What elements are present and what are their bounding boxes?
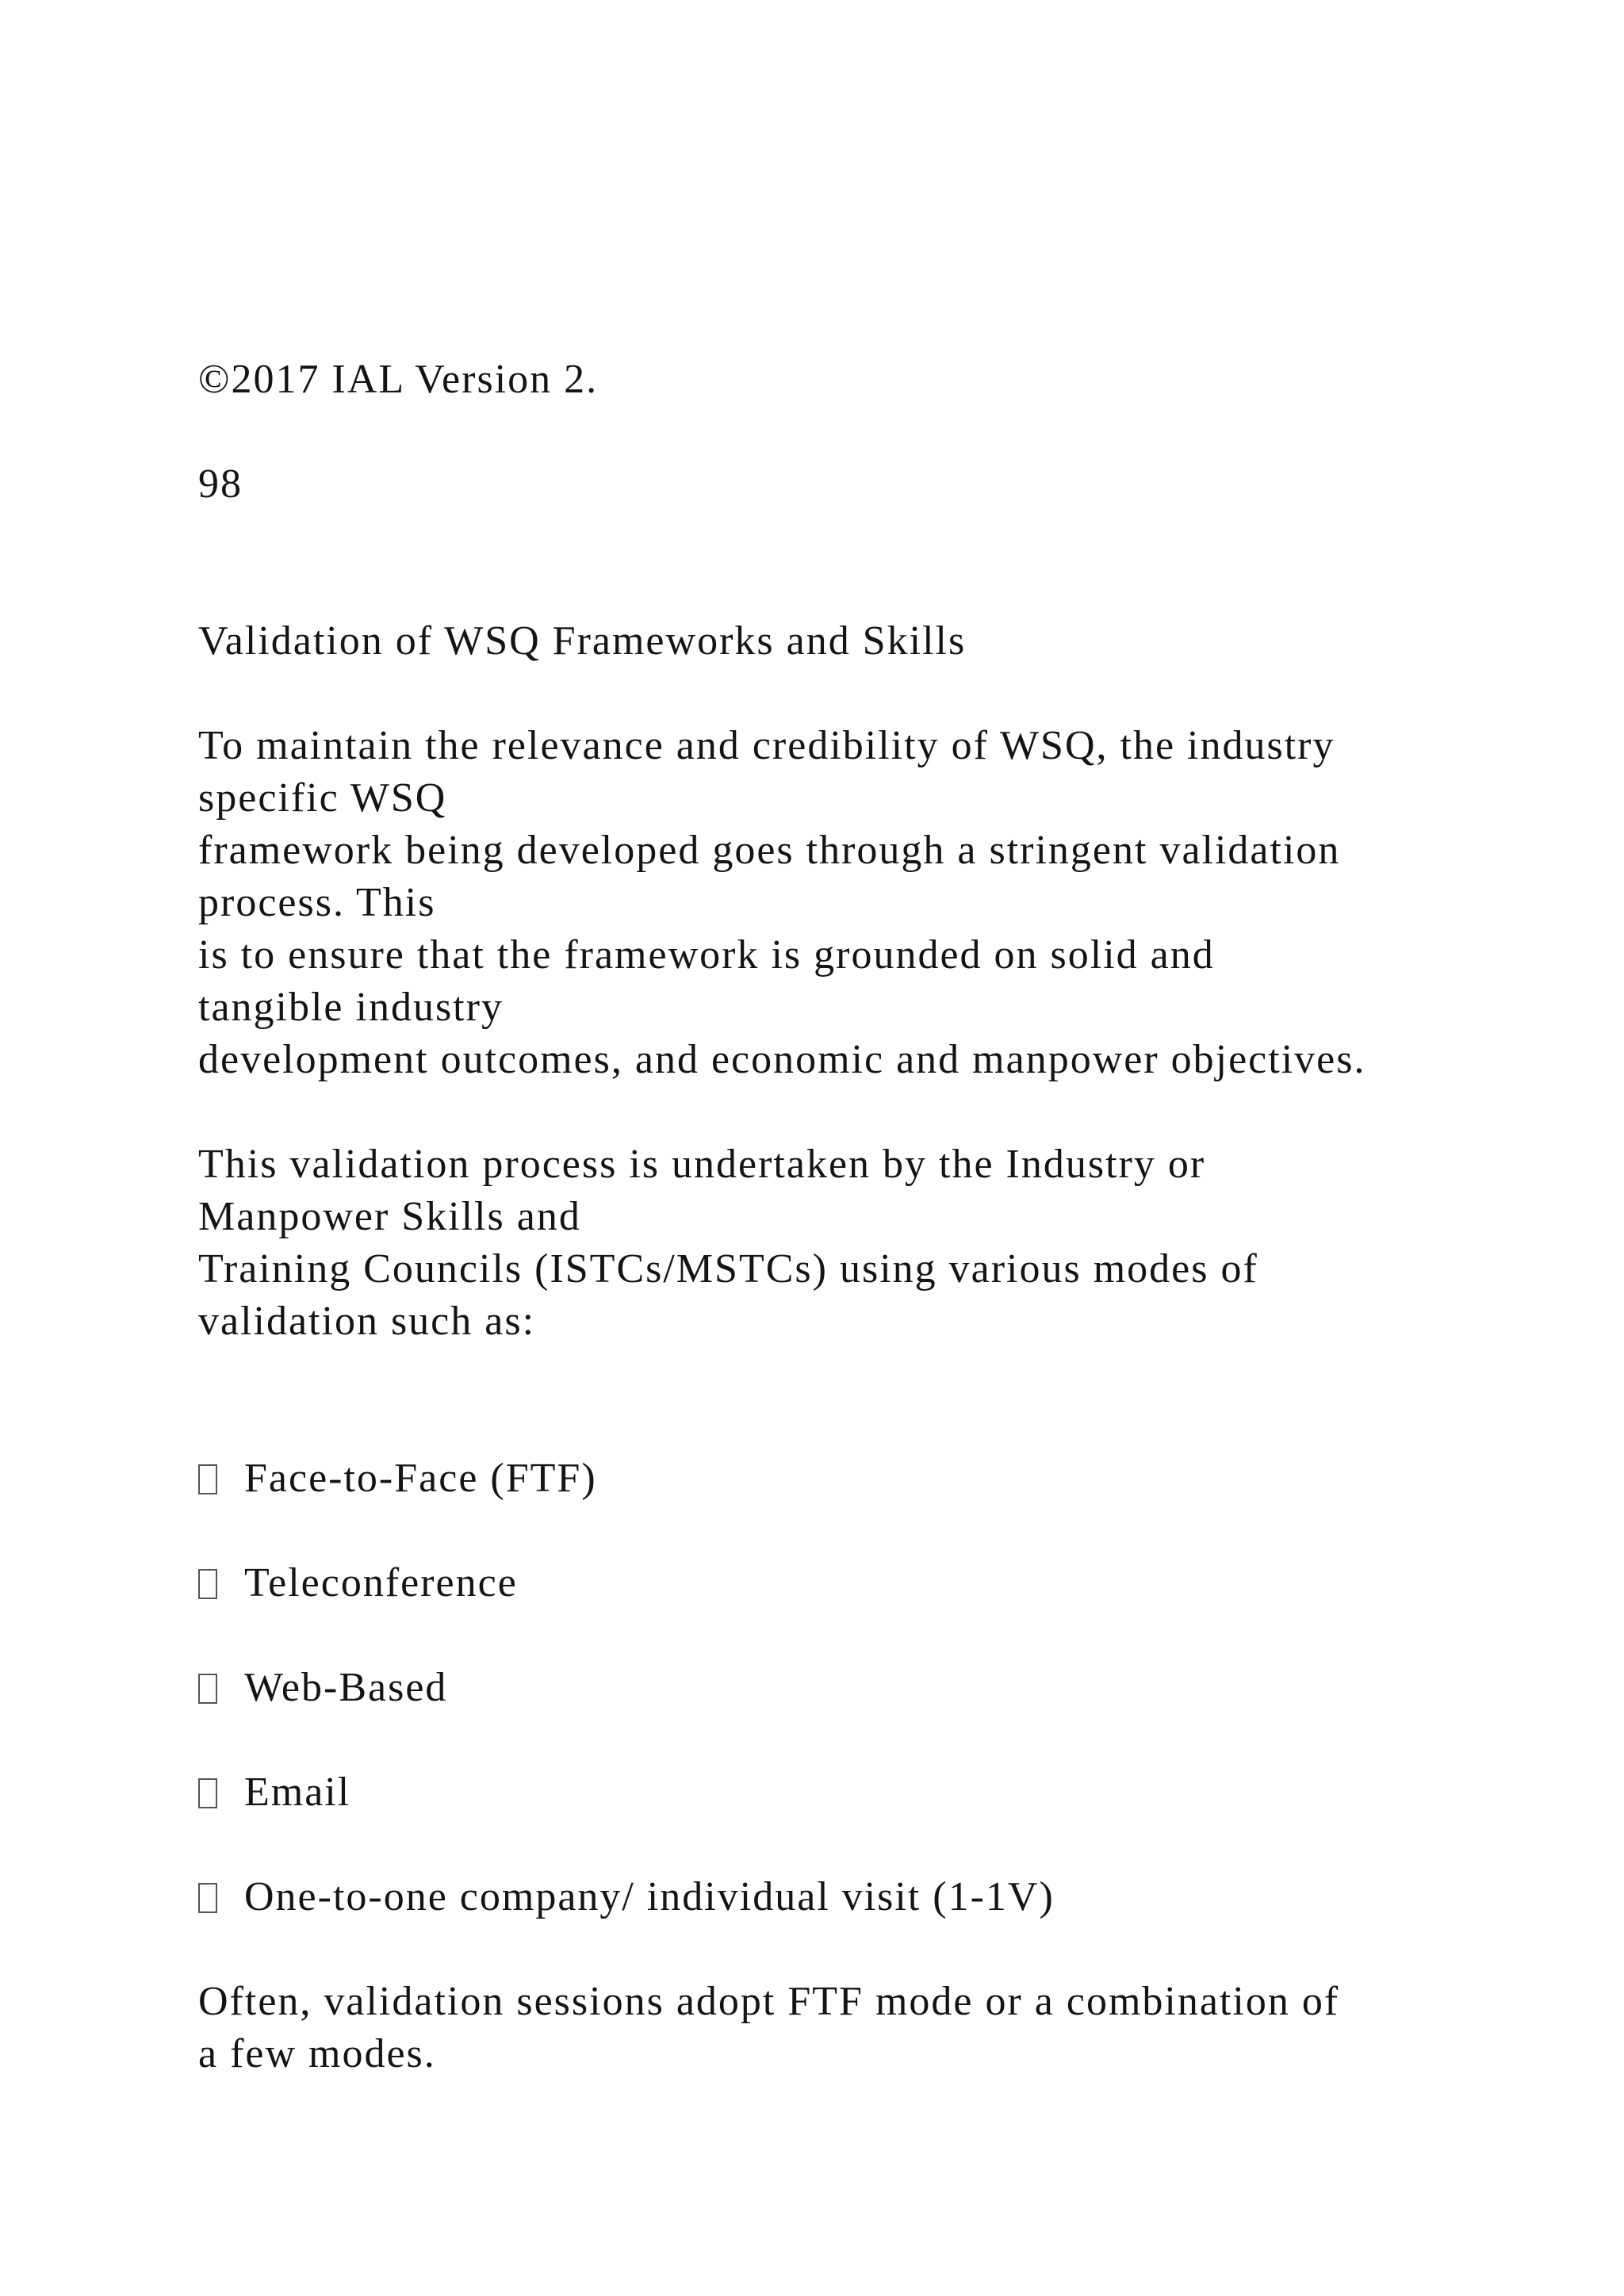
paragraph-1-line: tangible industry (198, 985, 504, 1030)
copyright-line: ©2017 IAL Version 2. (198, 357, 599, 402)
paragraph-3-line: a few modes. (198, 2031, 436, 2076)
bullet-text: Teleconference (244, 1560, 518, 1605)
page-number: 98 (198, 461, 243, 507)
paragraph-2-line: Training Councils (ISTCs/MSTCs) using various modes of (198, 1246, 1258, 1292)
bullet-item (198, 1662, 447, 1714)
missing-glyph-box-icon (198, 1569, 217, 1599)
bullet-text: One-to-one company/ individual visit (1-1V) (244, 1874, 1055, 1919)
bullet-text: Email (244, 1770, 351, 1815)
paragraph-2-line: This validation process is undertaken by the Industry or (198, 1142, 1206, 1187)
paragraph-1-line: process. This (198, 880, 436, 925)
paragraph-3-line: Often, validation sessions adopt FTF mode or a combination of (198, 1979, 1340, 2024)
paragraph-1-line: specific WSQ (198, 775, 447, 821)
missing-glyph-box-icon (198, 1464, 217, 1494)
section-title: Validation of WSQ Frameworks and Skills (198, 618, 967, 664)
bullet-item (198, 1871, 1055, 1923)
paragraph-1-line: framework being developed goes through a stringent validation (198, 828, 1341, 873)
paragraph-2-line: Manpower Skills and (198, 1194, 581, 1239)
bullet-text: Web-Based (244, 1665, 448, 1710)
bullet-text: Face-to-Face (FTF) (244, 1456, 597, 1501)
paragraph-1-line: is to ensure that the framework is grounded on solid and (198, 932, 1215, 978)
missing-glyph-box-icon (198, 1674, 217, 1704)
paragraph-2-line: validation such as: (198, 1299, 536, 1344)
paragraph-1-line: development outcomes, and economic and manpower objectives. (198, 1037, 1366, 1082)
bullet-item (198, 1557, 518, 1609)
bullet-item (198, 1766, 350, 1819)
paragraph-1-line: To maintain the relevance and credibility of WSQ, the industry (198, 723, 1335, 768)
missing-glyph-box-icon (198, 1778, 217, 1808)
missing-glyph-box-icon (198, 1883, 217, 1913)
bullet-item (198, 1452, 597, 1505)
